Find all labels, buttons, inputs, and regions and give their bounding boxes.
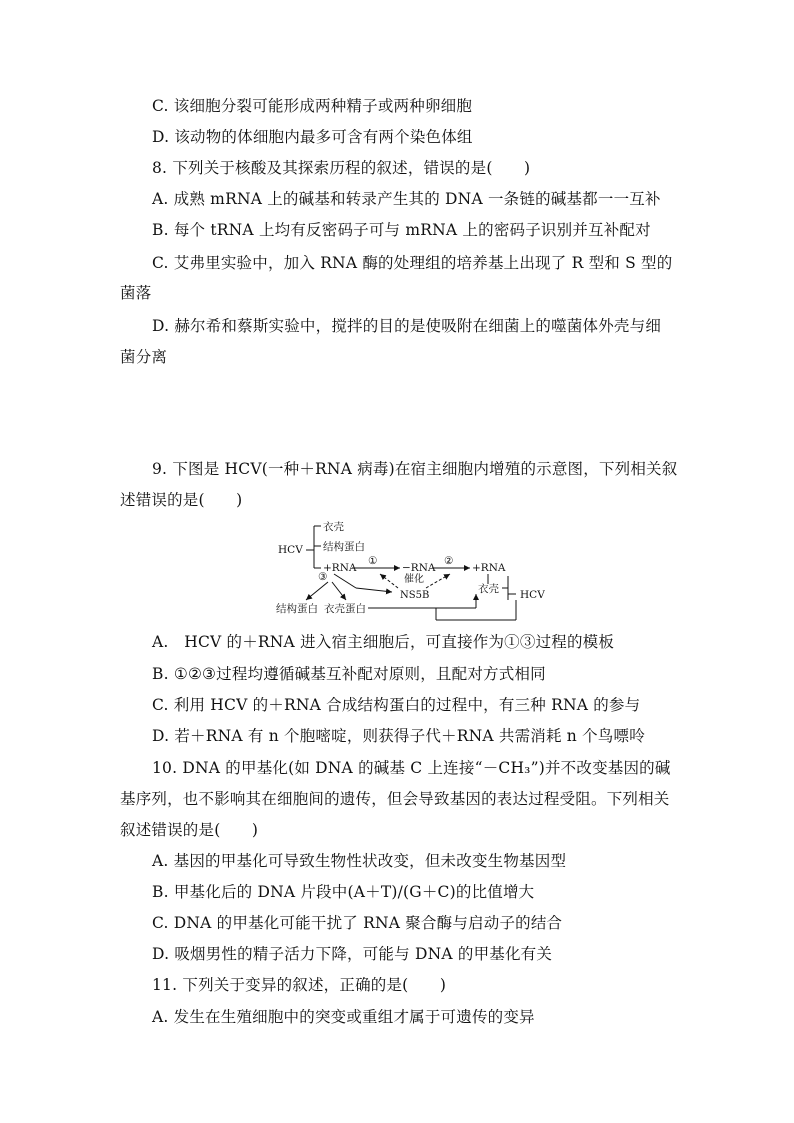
question-9-stem-cont: 述错误的是( ) <box>120 491 243 509</box>
question-10-stem-cont2: 叙述错误的是( ) <box>120 821 259 839</box>
step-2-label: ② <box>444 555 454 567</box>
question-10-stem: 10. DNA 的甲基化(如 DNA 的碱基 C 上连接“－CH₃”)并不改变基因的碱 <box>152 759 671 777</box>
option-b-q9: B. ①②③过程均遵循碱基互补配对原则，且配对方式相同 <box>152 665 546 683</box>
option-c-q8-cont: 菌落 <box>120 284 152 302</box>
structural-protein-top-label: 结构蛋白 <box>323 541 365 553</box>
option-d-q9: D. 若＋RNA 有 n 个胞嘧啶，则获得子代＋RNA 共需消耗 n 个鸟嘌呤 <box>152 727 645 745</box>
hcv-left-label: HCV <box>278 544 303 556</box>
question-10-stem-cont: 基序列，也不影响其在细胞间的遗传，但会导致基因的表达过程受阻。下列相关 <box>120 790 670 808</box>
capsid-top-label: 衣壳 <box>323 521 344 533</box>
question-8-stem: 8. 下列关于核酸及其探索历程的叙述，错误的是( ) <box>152 159 531 177</box>
step-3-label: ③ <box>318 571 328 583</box>
capsid-protein-bottom-label: 衣壳蛋白 <box>324 603 366 615</box>
question-11-stem: 11. 下列关于变异的叙述，正确的是( ) <box>152 976 447 994</box>
structural-protein-bottom-label: 结构蛋白 <box>276 603 318 615</box>
option-d-q10: D. 吸烟男性的精子活力下降，可能与 DNA 的甲基化有关 <box>152 945 553 963</box>
step-1-label: ① <box>368 555 378 567</box>
option-c-q7: C. 该细胞分裂可能形成两种精子或两种卵细胞 <box>152 97 473 115</box>
catalyze-label: 催化 <box>404 574 424 585</box>
option-a-q8: A. 成熟 mRNA 上的碱基和转录产生其的 DNA 一条链的碱基都一一互补 <box>152 190 661 208</box>
option-c-q8: C. 艾弗里实验中，加入 RNA 酶的处理组的培养基上出现了 R 型和 S 型的 <box>152 254 673 272</box>
option-c-q9: C. 利用 HCV 的＋RNA 合成结构蛋白的过程中，有三种 RNA 的参与 <box>152 696 641 714</box>
capsid-right-label: 衣壳 <box>478 583 499 595</box>
hcv-replication-diagram <box>276 516 566 622</box>
option-a-q11: A. 发生在生殖细胞中的突变或重组才属于可遗传的变异 <box>152 1008 535 1026</box>
plus-rna-right-label: +RNA <box>472 562 506 574</box>
ns5b-label: NS5B <box>400 590 430 601</box>
option-a-q10: A. 基因的甲基化可导致生物性状改变，但未改变生物基因型 <box>152 852 567 870</box>
question-9-stem: 9. 下图是 HCV(一种＋RNA 病毒)在宿主细胞内增殖的示意图，下列相关叙 <box>152 460 678 478</box>
minus-rna-label: −RNA <box>402 562 436 574</box>
option-d-q7: D. 该动物的体细胞内最多可含有两个染色体组 <box>152 128 473 146</box>
plus-rna-label: +RNA <box>323 562 357 574</box>
option-c-q10: C. DNA 的甲基化可能干扰了 RNA 聚合酶与启动子的结合 <box>152 914 563 932</box>
option-b-q8: B. 每个 tRNA 上均有反密码子可与 mRNA 上的密码子识别并互补配对 <box>152 221 651 239</box>
option-a-q9: A. HCV 的＋RNA 进入宿主细胞后，可直接作为①③过程的模板 <box>152 633 615 651</box>
option-b-q10: B. 甲基化后的 DNA 片段中(A＋T)/(G＋C)的比值增大 <box>152 883 535 901</box>
hcv-right-label: HCV <box>520 589 545 601</box>
option-d-q8-cont: 菌分离 <box>120 348 168 366</box>
option-d-q8: D. 赫尔希和蔡斯实验中，搅拌的目的是使吸附在细菌上的噬菌体外壳与细 <box>152 317 662 335</box>
